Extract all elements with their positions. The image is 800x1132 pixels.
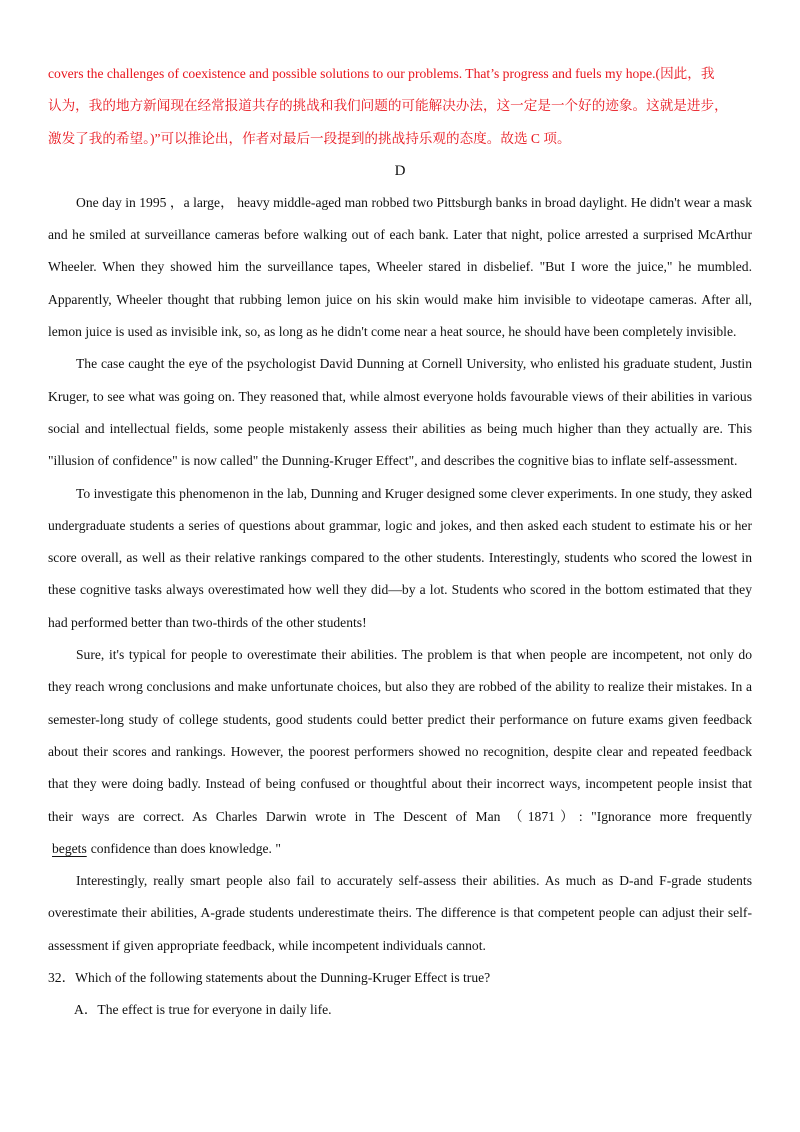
- paragraph-text: confidence than does knowledge. ": [90, 840, 281, 856]
- passage-paragraph: [48, 639, 752, 865]
- passage-paragraph: To investigate this phenomenon in the lab, Dunning and Kruger designed some clever experiments. In one study, they asked undergraduate students a series of questions about grammar, logic and jokes, and then asked each student to estimate his or her score overall, as well as their relative rankings compared to the other students. Interestingly, students who scored the lowest in these cognitive tasks always overestimated how well they did—by a lot. Students who scored in the bottom estimated that they had performed better than two-thirds of the other students!: [48, 485, 752, 630]
- document-page: [48, 58, 752, 1026]
- passage-paragraph: Interestingly, really smart people also fail to accurately self-assess their abilities. As much as D-and F-grade students overestimate their abilities, A-grade students underestimate theirs. The difference is that competent people can adjust their self-assessment if given appropriate feedback, while incompetent individuals cannot.: [48, 873, 752, 953]
- paragraph-text: Sure, it's typical for people to overestimate their abilities. The problem is that when people are incompetent, not only do they reach wrong conclusions and make unfortunate choices, but also they are robbed of the ability to realize their mistakes. In a semester-long study of college students, good students could better predict their performance on future exams given feedback about their scores and rankings. However, the poorest performers showed no recognition, despite clear and repeated feedback that they were doing badly. Instead of being confused or thoughtful about their incorrect ways, incompetent people insist that their ways are correct. As Charles Darwin wrote in The Descent of Man （1871）: "Ignorance more frequently: [48, 647, 752, 824]
- reading-passage: [48, 187, 752, 962]
- section-heading: D: [394, 162, 406, 179]
- passage-paragraph: The case caught the eye of the psychologist David Dunning at Cornell University, who enlisted his graduate student, Justin Kruger, to see what was going on. They reasoned that, while almost everyone holds favourable views of their abilities in various social and intellectual fields, some people mistakenly assess their abilities as being much higher than they actually are. This "illusion of confidence" is now called" the Dunning-Kruger Effect", and describes the cognitive bias to inflate self-assessment.: [48, 356, 752, 469]
- passage-paragraph: One day in 1995 ，a large， heavy middle-aged man robbed two Pittsburgh banks in broad daylight. He didn't wear a mask and he smiled at surveillance cameras before walking out of each bank. Later that night, police arrested a surprised McArthur Wheeler. When they showed him the surveillance tapes, Wheeler stared in disbelief. "But I wore the juice," he mumbled. Apparently, Wheeler thought that rubbing lemon juice on his skin would make him invisible to videotape cameras. After all, lemon juice is used as invisible ink, so, as long as he didn't come near a heat source, he should have been completely invisible.: [48, 194, 752, 340]
- answer-option-a: A．The effect is true for everyone in daily life.: [74, 1002, 332, 1018]
- answer-explanation: [48, 58, 752, 155]
- answer-explanation-line: 激发了我的希望。)”可以推论出，作者对最后一段提到的挑战持乐观的态度。故选 C 项。: [48, 130, 571, 146]
- answer-explanation-line: 认为，我的地方新闻现在经常报道共存的挑战和我们问题的可能解决办法，这一定是一个好的迹象。这就是进步，: [48, 98, 728, 114]
- question-stem: 32．Which of the following statements about the Dunning-Kruger Effect is true?: [48, 970, 491, 986]
- underlined-word: begets: [52, 840, 87, 856]
- answer-explanation-line: covers the challenges of coexistence and possible solutions to our problems. That’s progress and fuels my hope.(因此，我: [48, 66, 715, 81]
